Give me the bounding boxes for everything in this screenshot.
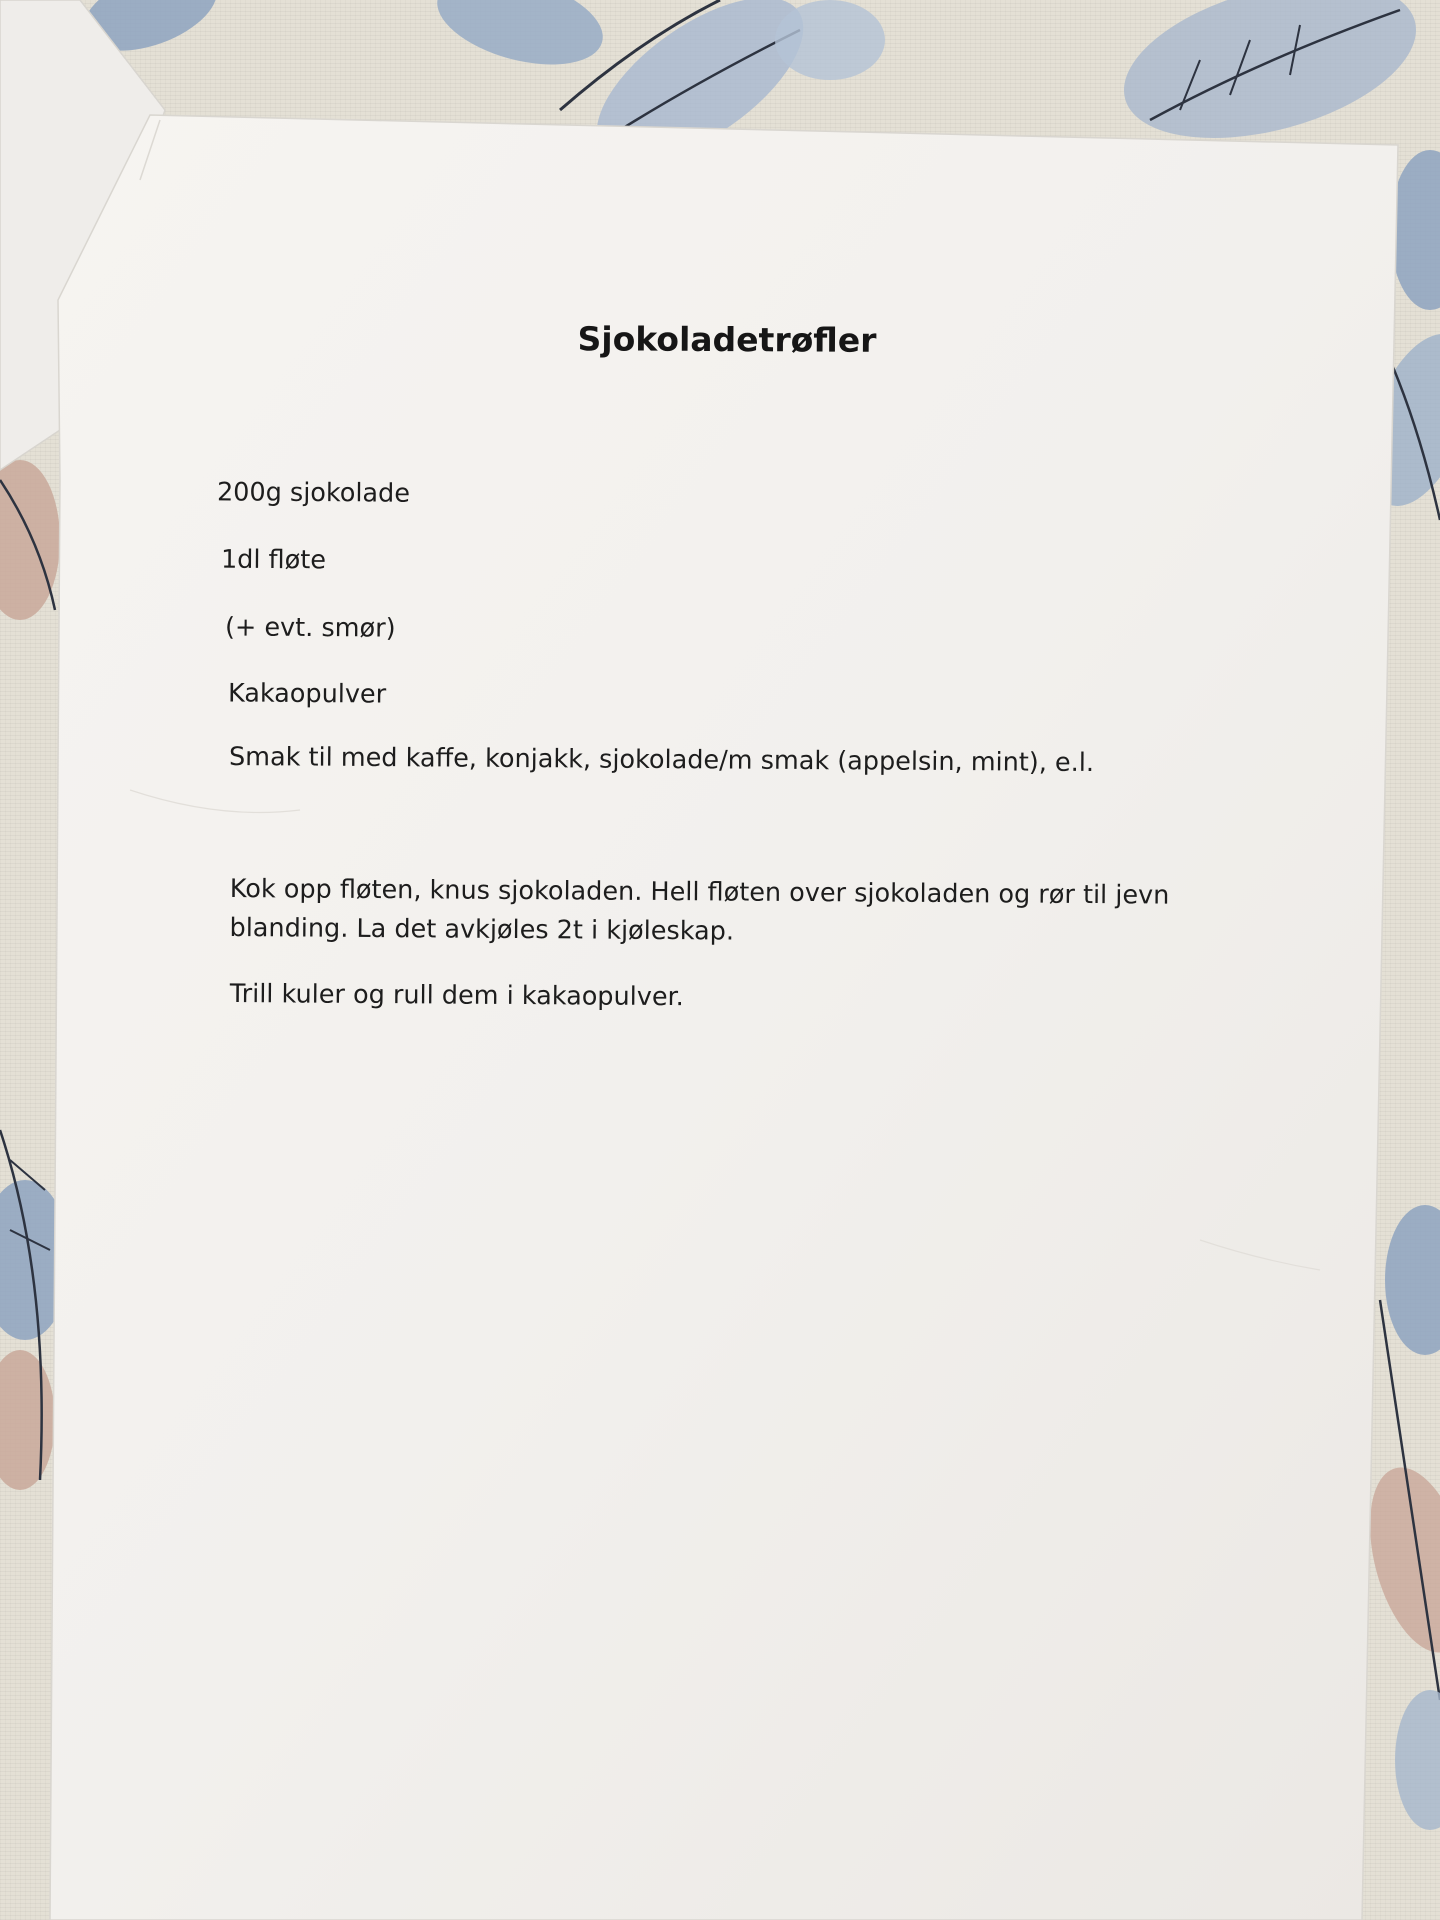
instruction-step-2: Trill kuler og rull dem i kakaopulver. (229, 978, 684, 1013)
ingredient-chocolate: 200g sjokolade (216, 477, 411, 509)
ingredient-cream: 1dl fløte (220, 544, 327, 576)
ingredient-cocoa: Kakaopulver (227, 678, 387, 710)
instruction-step-1: Kok opp fløten, knus sjokoladen. Hell fløten over sjokoladen og rør til jevn blanding. La det avkjøles 2t i kjøleskap. (229, 873, 1170, 947)
ingredient-butter-optional: (+ evt. smør) (224, 612, 396, 644)
document-title: Sjokoladetrøfler (577, 319, 877, 360)
ingredient-flavoring: Smak til med kaffe, konjakk, sjokolade/m smak (appelsin, mint), e.l. (228, 741, 1095, 779)
